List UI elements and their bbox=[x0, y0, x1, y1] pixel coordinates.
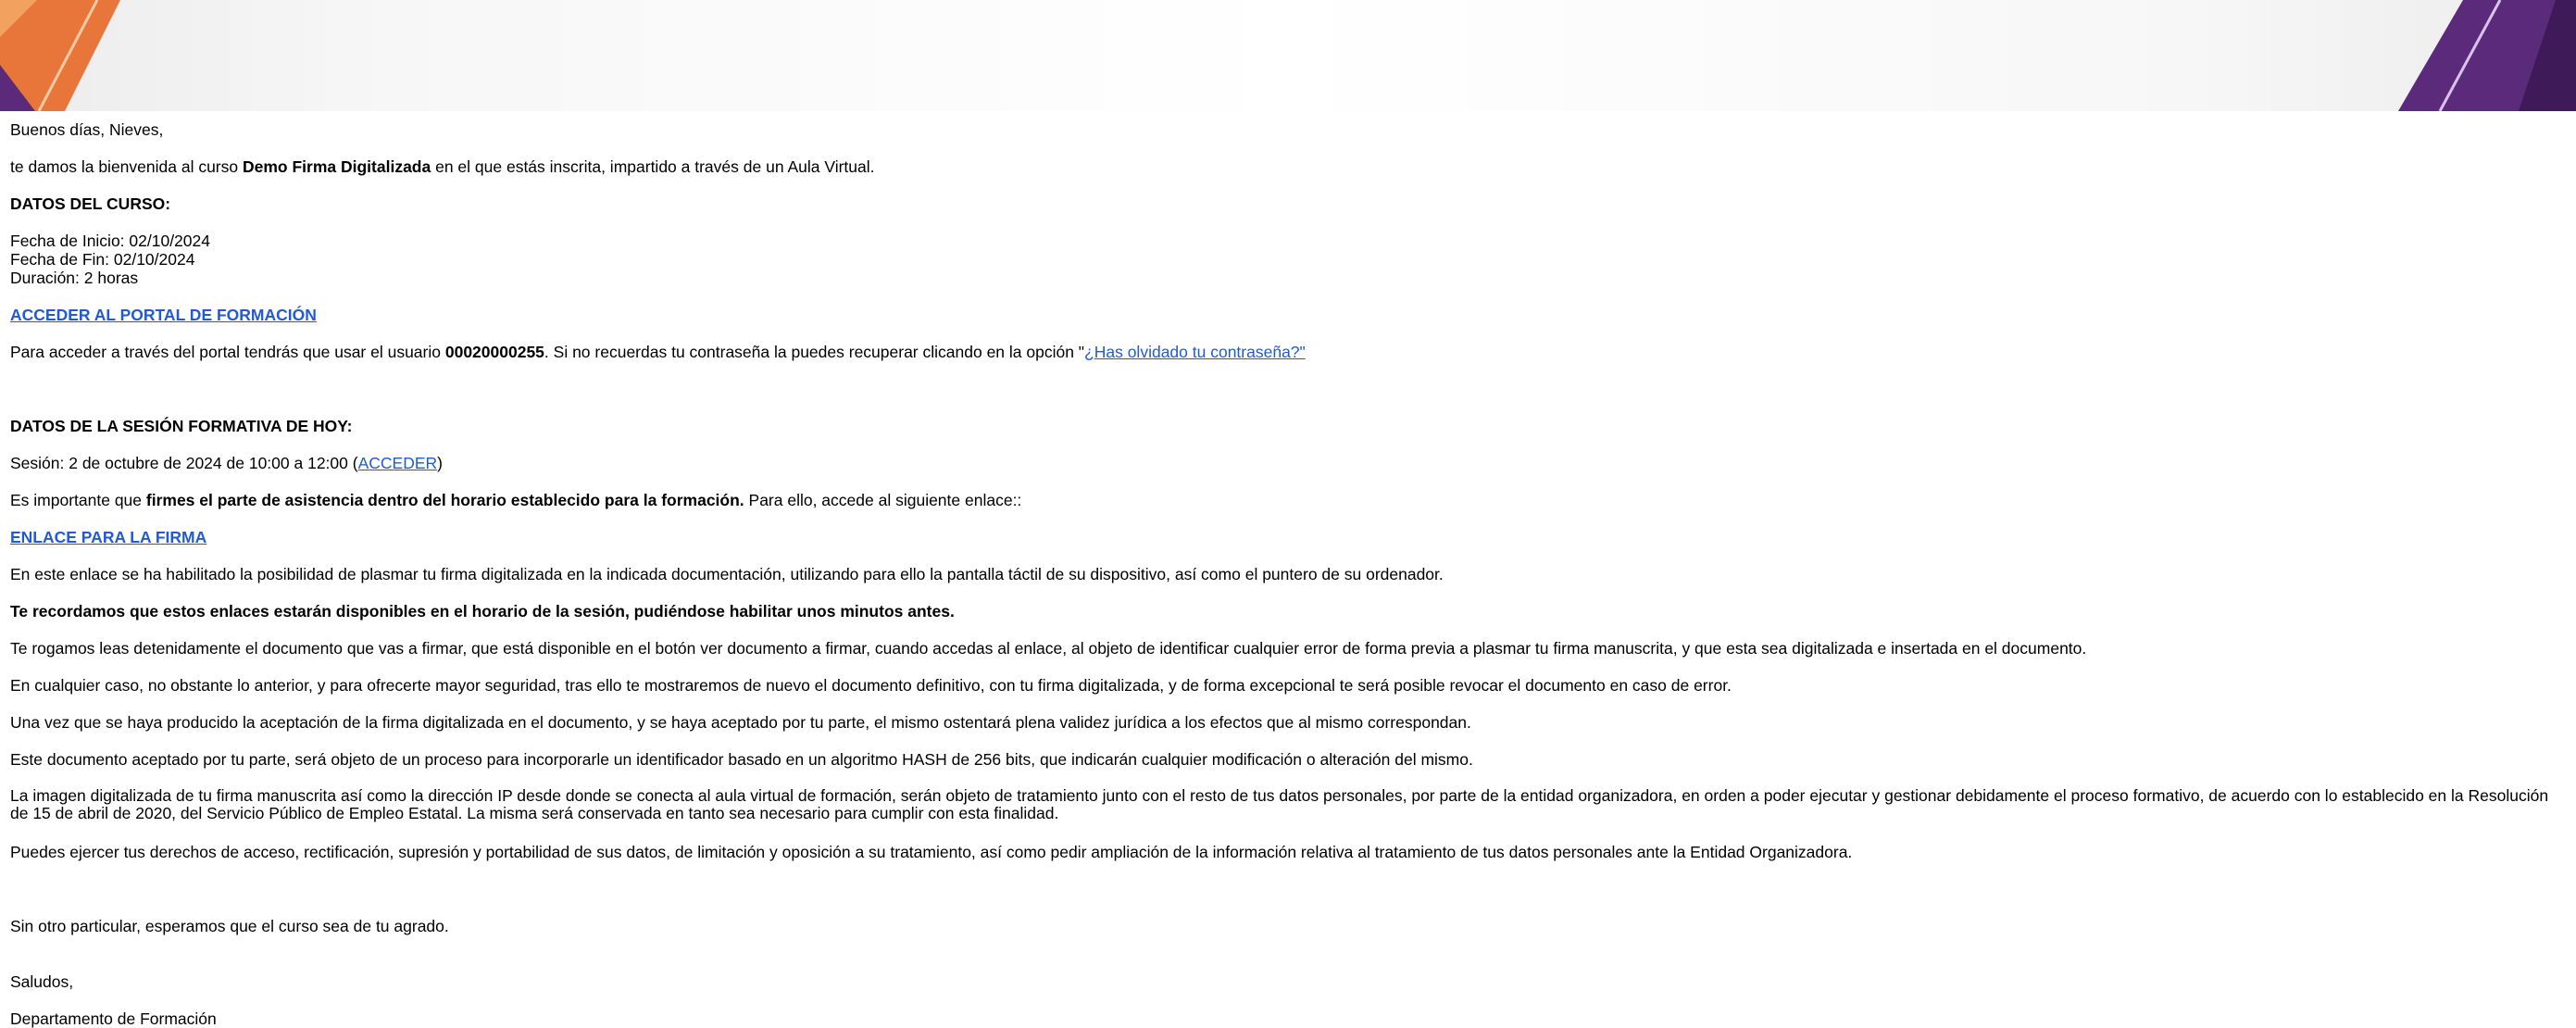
intro-text-end: en el que estás inscrita, impartido a través de un Aula Virtual. bbox=[431, 157, 875, 176]
closing: Sin otro particular, esperamos que el curso sea de tu agrado. bbox=[10, 917, 449, 935]
username: 00020000255 bbox=[444, 343, 544, 361]
course-duration: Duración: 2 horas bbox=[10, 269, 139, 287]
session-access-link[interactable]: ACCEDER bbox=[357, 454, 438, 472]
info-paragraph-3: Te rogamos leas detenidamente el documento que vas a firmar, que está disponible en el botón ver documento a firmar, cuando accedas al enlace, al objeto de identificar cualquier error de forma previa a plasmar tu firma manuscrita, y que esta sea digitalizada e insertada en el documento. bbox=[10, 639, 2087, 658]
info-paragraph-8: Puedes ejercer tus derechos de acceso, rectificación, supresión y portabilidad de sus datos, de limitación y oposición a su tratamiento, así como pedir ampliación de la información relativa al tratamiento de tus datos personales ante la Entidad Organizadora. bbox=[10, 843, 1853, 861]
info-paragraph-1: En este enlace se ha habilitado la posibilidad de plasmar tu firma digitalizada en la indicada documentación, utilizando para ello la pantalla táctil de su dispositivo, así como el puntero de su ordenador. bbox=[10, 565, 1444, 583]
portal-link-row bbox=[10, 306, 2566, 324]
course-name: Demo Firma Digitalizada bbox=[242, 157, 431, 176]
course-details bbox=[10, 232, 2566, 287]
course-heading: DATOS DEL CURSO: bbox=[10, 194, 171, 213]
header-banner bbox=[0, 0, 2576, 111]
session-heading: DATOS DE LA SESIÓN FORMATIVA DE HOY: bbox=[10, 417, 353, 435]
intro-text: te damos la bienvenida al curso bbox=[10, 157, 243, 176]
info-paragraph-5: Una vez que se haya producido la aceptación de la firma digitalizada en el documento, y se haya aceptado por tu parte, el mismo ostentará plena validez jurídica a los efectos que al mismo correspondan. bbox=[10, 713, 1471, 732]
portal-access-paragraph bbox=[10, 343, 2566, 361]
forgot-password-link[interactable]: ¿Has olvidado tu contraseña?" bbox=[1084, 343, 1306, 361]
banner-decoration bbox=[0, 0, 2576, 111]
info-paragraph-6: Este documento aceptado por tu parte, será objeto de un proceso para incorporarle un identificador basado en un algoritmo HASH de 256 bits, que indicarán cualquier modificación o alteración del mismo. bbox=[10, 750, 1473, 769]
attendance-paragraph bbox=[10, 491, 2566, 509]
attendance-emphasis: firmes el parte de asistencia dentro del horario establecido para la formación. bbox=[145, 491, 744, 509]
info-paragraph-7: La imagen digitalizada de tu firma manuscrita así como la dirección IP desde donde se conecta al aula virtual de formación, serán objeto de tratamiento junto con el resto de tus datos personales, por parte de la entidad organizadora, en orden a poder ejecutar y gestionar debidamente el proceso formativo, de acuerdo con lo establecido en la Resolución de 15 de abril de 2020, del Servicio Público de Empleo Estatal. La misma será conservada en tanto sea necesario para cumplir con esta finalidad. bbox=[10, 786, 2549, 822]
session-paragraph bbox=[10, 454, 2566, 472]
portal-access-link[interactable]: ACCEDER AL PORTAL DE FORMACIÓN bbox=[10, 306, 317, 324]
greeting: Buenos días, Nieves, bbox=[10, 120, 164, 139]
sign-link-row bbox=[10, 528, 2566, 546]
portal-access-text-middle: . Si no recuerdas tu contraseña la puedes recuperar clicando en la opción " bbox=[544, 343, 1085, 361]
session-text: Sesión: 2 de octubre de 2024 de 10:00 a 12:00 ( bbox=[10, 454, 358, 472]
regards: Saludos, bbox=[10, 972, 74, 991]
portal-access-text: Para acceder a través del portal tendrás que usar el usuario bbox=[10, 343, 445, 361]
course-end-date: Fecha de Fin: 02/10/2024 bbox=[10, 250, 195, 269]
attendance-text: Es importante que bbox=[10, 491, 146, 509]
course-start-date: Fecha de Inicio: 02/10/2024 bbox=[10, 232, 210, 250]
intro-paragraph bbox=[10, 157, 2566, 176]
sign-link[interactable]: ENLACE PARA LA FIRMA bbox=[10, 528, 207, 546]
signature: Departamento de Formación bbox=[10, 1009, 217, 1028]
info-paragraph-4: En cualquier caso, no obstante lo anterior, y para ofrecerte mayor seguridad, tras ello te mostraremos de nuevo el documento definitivo, con tu firma digitalizada, y de forma excepcional te será posible revocar el documento en caso de error. bbox=[10, 676, 1732, 695]
attendance-text-end: Para ello, accede al siguiente enlace:: bbox=[744, 491, 1022, 509]
info-paragraph-2: Te recordamos que estos enlaces estarán disponibles en el horario de la sesión, pudiéndose habilitar unos minutos antes. bbox=[10, 602, 955, 621]
session-text-end: ) bbox=[437, 454, 443, 472]
